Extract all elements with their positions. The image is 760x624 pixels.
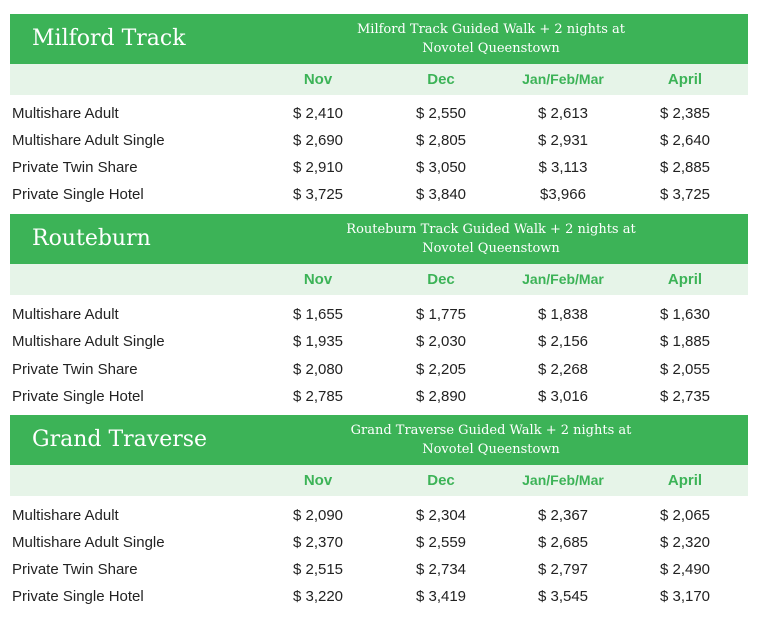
column-header-jan-feb-mar: Jan/Feb/Mar xyxy=(522,271,604,287)
section-title: Routeburn xyxy=(32,226,151,251)
table-row xyxy=(10,583,748,610)
table-row xyxy=(10,556,748,583)
table-row xyxy=(10,127,748,154)
row-label: Private Twin Share xyxy=(12,361,138,378)
table-row xyxy=(10,356,748,383)
column-header-april: April xyxy=(667,271,703,288)
price-cell: $ 2,156 xyxy=(537,333,589,350)
section-description xyxy=(310,20,672,58)
table-row xyxy=(10,301,748,328)
price-cell: $ 3,170 xyxy=(659,588,711,605)
price-cell: $ 3,016 xyxy=(537,388,589,405)
price-cell: $ 2,367 xyxy=(537,507,589,524)
row-label: Multishare Adult Single xyxy=(12,333,165,350)
price-cell: $ 1,935 xyxy=(292,333,344,350)
row-label: Private Single Hotel xyxy=(12,388,144,405)
row-label: Multishare Adult xyxy=(12,507,119,524)
price-cell: $ 2,080 xyxy=(292,361,344,378)
column-header-row xyxy=(10,64,748,95)
price-cell: $ 2,065 xyxy=(659,507,711,524)
price-cell: $ 2,805 xyxy=(415,132,467,149)
price-cell: $ 2,490 xyxy=(659,561,711,578)
table-row xyxy=(10,100,748,127)
row-label: Multishare Adult Single xyxy=(12,132,165,149)
description-line: Milford Track Guided Walk + 2 nights at xyxy=(356,22,626,37)
price-cell: $ 2,304 xyxy=(415,507,467,524)
table-row xyxy=(10,529,748,556)
table-row xyxy=(10,328,748,355)
price-cell: $ 2,735 xyxy=(659,388,711,405)
description-line: Novotel Queenstown xyxy=(422,241,560,256)
price-cell: $ 2,410 xyxy=(292,105,344,122)
price-cell: $ 2,550 xyxy=(415,105,467,122)
price-cell: $ 2,205 xyxy=(415,361,467,378)
price-cell: $ 2,785 xyxy=(292,388,344,405)
price-cell: $ 2,685 xyxy=(537,534,589,551)
price-cell: $ 2,559 xyxy=(415,534,467,551)
column-header-jan-feb-mar: Jan/Feb/Mar xyxy=(522,71,604,87)
price-cell: $ 2,910 xyxy=(292,159,344,176)
row-label: Multishare Adult xyxy=(12,105,119,122)
price-cell: $ 1,885 xyxy=(659,333,711,350)
column-header-dec: Dec xyxy=(427,71,455,88)
price-cell: $ 2,885 xyxy=(659,159,711,176)
price-cell: $ 2,320 xyxy=(659,534,711,551)
column-header-april: April xyxy=(667,472,703,489)
price-cell: $ 3,419 xyxy=(415,588,467,605)
row-label: Private Single Hotel xyxy=(12,186,144,203)
description-line: Novotel Queenstown xyxy=(422,41,560,56)
description-line: Novotel Queenstown xyxy=(422,442,560,457)
price-cell: $ 3,220 xyxy=(292,588,344,605)
price-cell: $ 2,890 xyxy=(415,388,467,405)
column-header-nov: Nov xyxy=(303,271,333,288)
price-cell: $ 2,690 xyxy=(292,132,344,149)
column-header-nov: Nov xyxy=(303,71,333,88)
price-cell: $ 2,030 xyxy=(415,333,467,350)
pricing-section-routeburn xyxy=(10,214,748,414)
price-cell: $ 2,370 xyxy=(292,534,344,551)
column-header-row xyxy=(10,465,748,496)
section-description xyxy=(310,421,672,459)
price-cell: $ 3,050 xyxy=(415,159,467,176)
description-line: Routeburn Track Guided Walk + 2 nights at xyxy=(346,222,636,237)
price-cell: $ 2,613 xyxy=(537,105,589,122)
price-cell: $3,966 xyxy=(540,186,586,203)
section-description xyxy=(310,220,672,258)
section-banner xyxy=(10,415,748,465)
price-cell: $ 2,385 xyxy=(659,105,711,122)
price-cell: $ 1,838 xyxy=(537,306,589,323)
row-label: Private Twin Share xyxy=(12,561,138,578)
row-label: Multishare Adult Single xyxy=(12,534,165,551)
price-cell: $ 2,090 xyxy=(292,507,344,524)
price-cell: $ 2,515 xyxy=(292,561,344,578)
price-cell: $ 3,113 xyxy=(538,159,588,176)
description-line: Grand Traverse Guided Walk + 2 nights at xyxy=(350,423,632,438)
section-title: Grand Traverse xyxy=(32,427,208,452)
section-banner xyxy=(10,14,748,64)
row-label: Multishare Adult xyxy=(12,306,119,323)
table-row xyxy=(10,154,748,181)
row-label: Private Single Hotel xyxy=(12,588,144,605)
price-cell: $ 3,545 xyxy=(537,588,589,605)
column-header-jan-feb-mar: Jan/Feb/Mar xyxy=(522,472,604,488)
price-cell: $ 1,775 xyxy=(415,306,467,323)
pricing-section-grand-traverse xyxy=(10,415,748,615)
price-cell: $ 2,931 xyxy=(537,132,589,149)
price-cell: $ 2,055 xyxy=(659,361,711,378)
price-cell: $ 2,640 xyxy=(659,132,711,149)
price-cell: $ 3,840 xyxy=(415,186,467,203)
price-cell: $ 1,655 xyxy=(292,306,344,323)
section-title: Milford Track xyxy=(32,26,186,51)
pricing-section-milford xyxy=(10,14,748,214)
table-row xyxy=(10,383,748,410)
table-row xyxy=(10,502,748,529)
row-label: Private Twin Share xyxy=(12,159,138,176)
price-cell: $ 2,797 xyxy=(537,561,589,578)
price-cell: $ 1,630 xyxy=(659,306,711,323)
section-banner xyxy=(10,214,748,264)
table-row xyxy=(10,181,748,208)
column-header-dec: Dec xyxy=(427,271,455,288)
column-header-dec: Dec xyxy=(427,472,455,489)
column-header-row xyxy=(10,264,748,295)
column-header-nov: Nov xyxy=(303,472,333,489)
price-cell: $ 2,734 xyxy=(415,561,467,578)
column-header-april: April xyxy=(667,71,703,88)
price-cell: $ 2,268 xyxy=(537,361,589,378)
price-cell: $ 3,725 xyxy=(659,186,711,203)
price-cell: $ 3,725 xyxy=(292,186,344,203)
